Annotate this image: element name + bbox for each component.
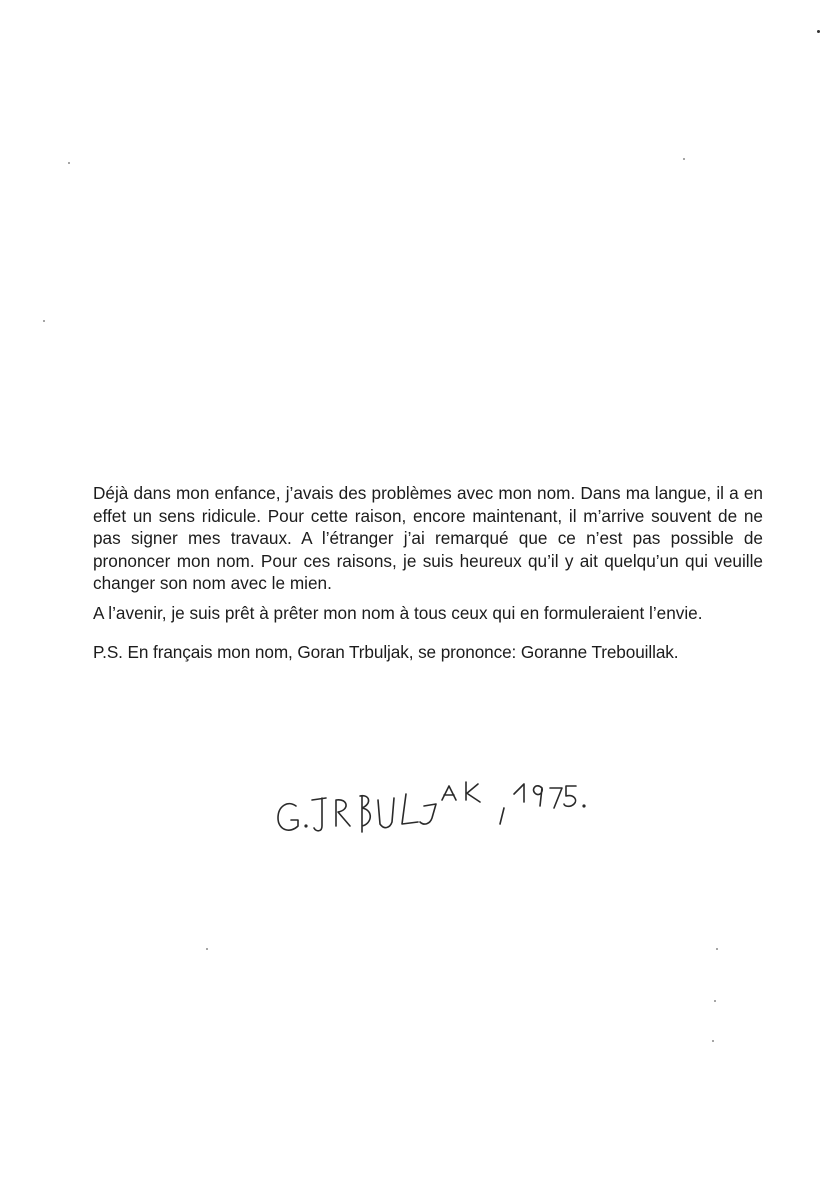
scan-speck <box>714 1000 716 1002</box>
handwritten-signature <box>266 770 626 850</box>
paragraph-name-problems: Déjà dans mon enfance, j’avais des problèmes avec mon nom. Dans ma langue, il a en effet un sens ridicule. Pour cette raison, encore maintenant, il m’arrive souvent de ne pas signer mes travaux. A l’étranger j’ai remarqué que ce n’est pas possible de prononcer mon nom. Pour ces raisons, je suis heureux qu’il y ait quelqu’un qui veuille changer son nom avec le mien. <box>93 483 763 594</box>
scan-speck <box>68 162 70 164</box>
scan-speck <box>206 948 208 950</box>
letter-body <box>93 482 763 663</box>
signature-drawing <box>266 770 626 850</box>
paragraph-postscript: P.S. En français mon nom, Goran Trbuljak, se prononce: Goranne Trebouillak. <box>93 641 679 662</box>
scan-speck <box>712 1040 714 1042</box>
scan-speck <box>716 948 718 950</box>
scan-speck <box>683 158 685 160</box>
scan-speck <box>43 320 45 322</box>
paragraph-lending-name: A l’avenir, je suis prêt à prêter mon nom à tous ceux qui en formuleraient l’envie. <box>93 602 703 623</box>
scan-speck <box>817 30 820 33</box>
